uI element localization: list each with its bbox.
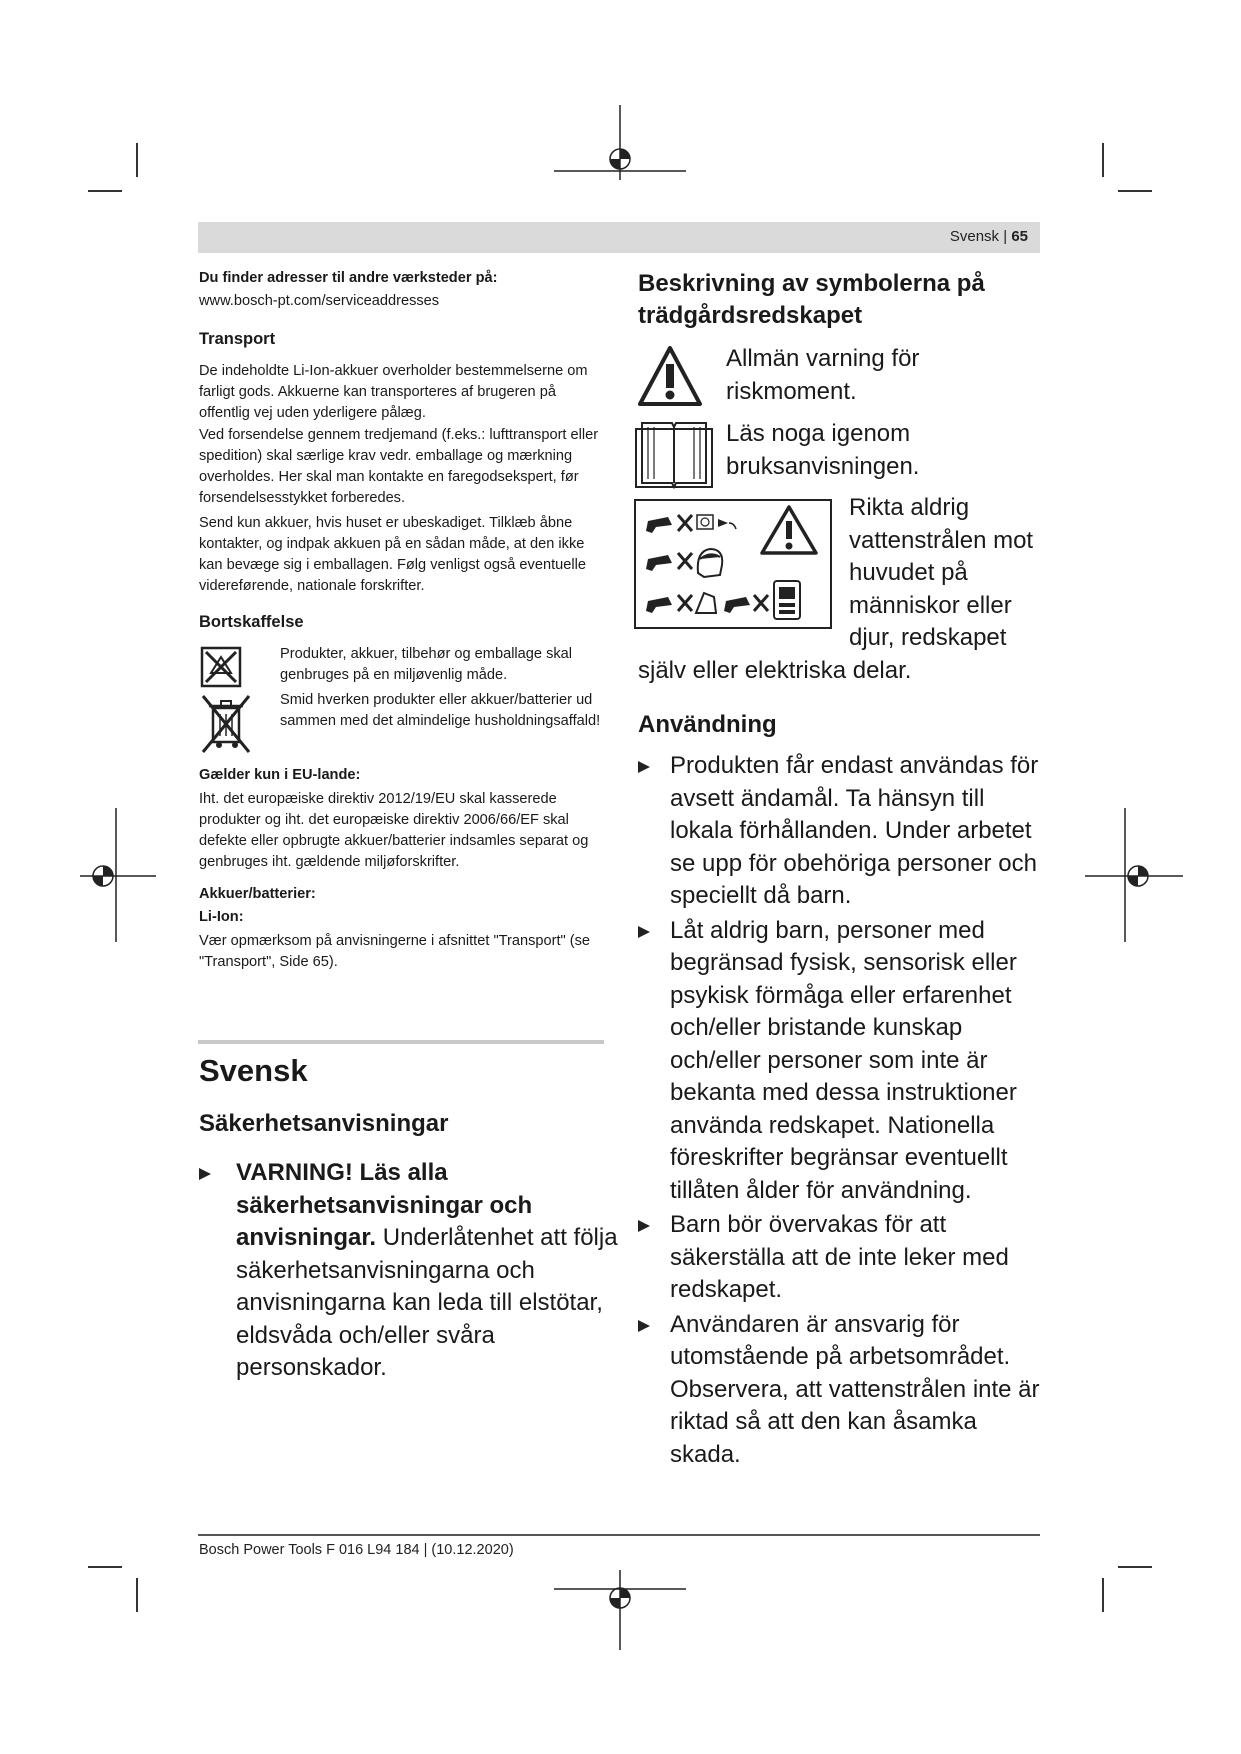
transport-heading: Transport xyxy=(199,330,276,348)
registration-mark-bottom xyxy=(550,1568,690,1658)
liion-text: Vær opmærksom på anvisningerne i afsnittet "Transport" (se "Transport", Side 65). xyxy=(199,933,591,970)
disposal-heading: Bortskaffelse xyxy=(199,613,304,631)
warning-paragraph xyxy=(219,1157,629,1385)
registration-mark-right xyxy=(1085,808,1185,948)
list-item xyxy=(638,1309,1048,1472)
warning-bullet xyxy=(199,1157,629,1385)
page-header-text xyxy=(950,228,1028,245)
transport-paragraph-1: De indeholdte Li-Ion-akkuer overholder bestemmelserne om farligt gods. Akkuerne kan transporteres af brugeren på offentlig vej uden yderligere pålæg. xyxy=(199,363,588,421)
service-heading: Du finder adresser til andre værksteder på: xyxy=(199,270,498,286)
bullet-arrow-icon xyxy=(638,761,650,773)
use-bullet-2: Låt aldrig barn, personer med begränsad fysisk, sensorisk eller psykisk förmåga eller erfarenhet och/eller bristande kunskap och/eller personer som inte är bekanta med dessa instruktioner använda redskapet. Nationella föreskrifter begränsar eventuellt tillåten ålder för användning. xyxy=(670,916,1017,1204)
page-number: 65 xyxy=(1011,228,1028,245)
crossed-bin-icon xyxy=(199,692,253,756)
header-language: Svensk xyxy=(949,228,1000,245)
bullet-arrow-icon xyxy=(638,1220,650,1232)
bullet-arrow-icon xyxy=(638,1320,650,1332)
warning-triangle-icon xyxy=(636,344,704,408)
use-bullet-list xyxy=(638,750,1048,1471)
service-url: www.bosch-pt.com/serviceaddresses xyxy=(199,293,440,309)
eu-heading: Gælder kun i EU-lande: xyxy=(199,767,361,783)
use-bullet-3: Barn bör övervakas för att säkerställa att de inte leker med redskapet. xyxy=(670,1211,1009,1303)
use-bullet-4: Användaren är ansvarig för utomstående på arbetsområdet. Observera, att vattenstrålen inte är riktad så att den kan åsamka skada. xyxy=(670,1310,1040,1468)
page-header xyxy=(198,222,1040,253)
list-item xyxy=(638,750,1048,913)
disposal-item-2: Smid hverken produkter eller akkuer/batterier ud sammen med det almindelige husholdningsaffald! xyxy=(280,692,601,729)
warning-text: Underlåtenhet att följa säkerhetsanvisningarna och anvisningarna kan leda till elstötar, eldsvåda och/eller svåra personskador. xyxy=(236,1224,618,1381)
list-item xyxy=(638,915,1048,1208)
header-separator: | xyxy=(1003,228,1008,245)
symbol-1-text: Allmän varning för riskmoment. xyxy=(726,345,920,405)
bullet-arrow-icon xyxy=(638,926,650,938)
page-footer: Bosch Power Tools F 016 L94 184 | (10.12.2020) xyxy=(199,1542,514,1558)
transport-paragraph-2: Ved forsendelse gennem tredjemand (f.eks.: lufttransport eller spedition) skal særlige krav vedr. emballage og mærkning overholdes. Her skal man kontakte en faregodsekspert, før forsendelsesstykket forberedes. xyxy=(199,427,599,506)
symbols-heading: Beskrivning av symbolerna på trädgårdsredskapet xyxy=(638,270,985,329)
use-heading: Användning xyxy=(638,711,777,738)
symbol-3-text xyxy=(638,492,1038,687)
footer-divider xyxy=(198,1534,1040,1536)
manual-book-icon xyxy=(634,417,714,489)
symbol-2-text: Läs noga igenom bruksanvisningen. xyxy=(726,420,920,480)
bullet-arrow-icon xyxy=(199,1168,211,1180)
warning-bold: VARNING! Läs alla säkerhetsanvisningar och anvisningar. xyxy=(236,1159,533,1251)
batteries-heading: Akkuer/batterier: xyxy=(199,886,316,902)
safety-heading: Säkerhetsanvisningar xyxy=(199,1110,449,1137)
transport-paragraph-3: Send kun akkuer, hvis huset er ubeskadiget. Tilklæb åbne kontakter, og indpak akkuen på en sådan måde, at den ikke kan bevæge sig i emballagen. Følg venligst også eventuelle videreførende, nationale forskrifter. xyxy=(199,515,586,594)
use-bullet-1: Produkten får endast användas för avsett ändamål. Ta hänsyn till lokala förhållanden. Under arbetet se upp för obehöriga personer och speciellt då barn. xyxy=(670,752,1039,909)
section-divider xyxy=(198,1040,604,1044)
eu-text: Iht. det europæiske direktiv 2012/19/EU skal kasserede produkter og iht. det europæiske direktiv 2006/66/EF skal defekte eller opbrugte akkuer/batterier indsamles separat og genbruges iht. gældende miljøforskrifter. xyxy=(199,791,589,870)
disposal-item-1: Produkter, akkuer, tilbehør og emballage skal genbruges på en miljøvenlig måde. xyxy=(280,646,573,683)
recycling-icon xyxy=(199,645,243,689)
registration-mark-left xyxy=(66,808,156,948)
liion-heading: Li-Ion: xyxy=(199,909,244,925)
svensk-title: Svensk xyxy=(199,1053,308,1088)
symbol-3-description: Rikta aldrig vattenstrålen mot huvudet på människor eller djur, redskapet själv eller elektriska delar. xyxy=(638,494,1034,684)
registration-mark-top xyxy=(550,105,690,195)
list-item xyxy=(638,1209,1048,1307)
